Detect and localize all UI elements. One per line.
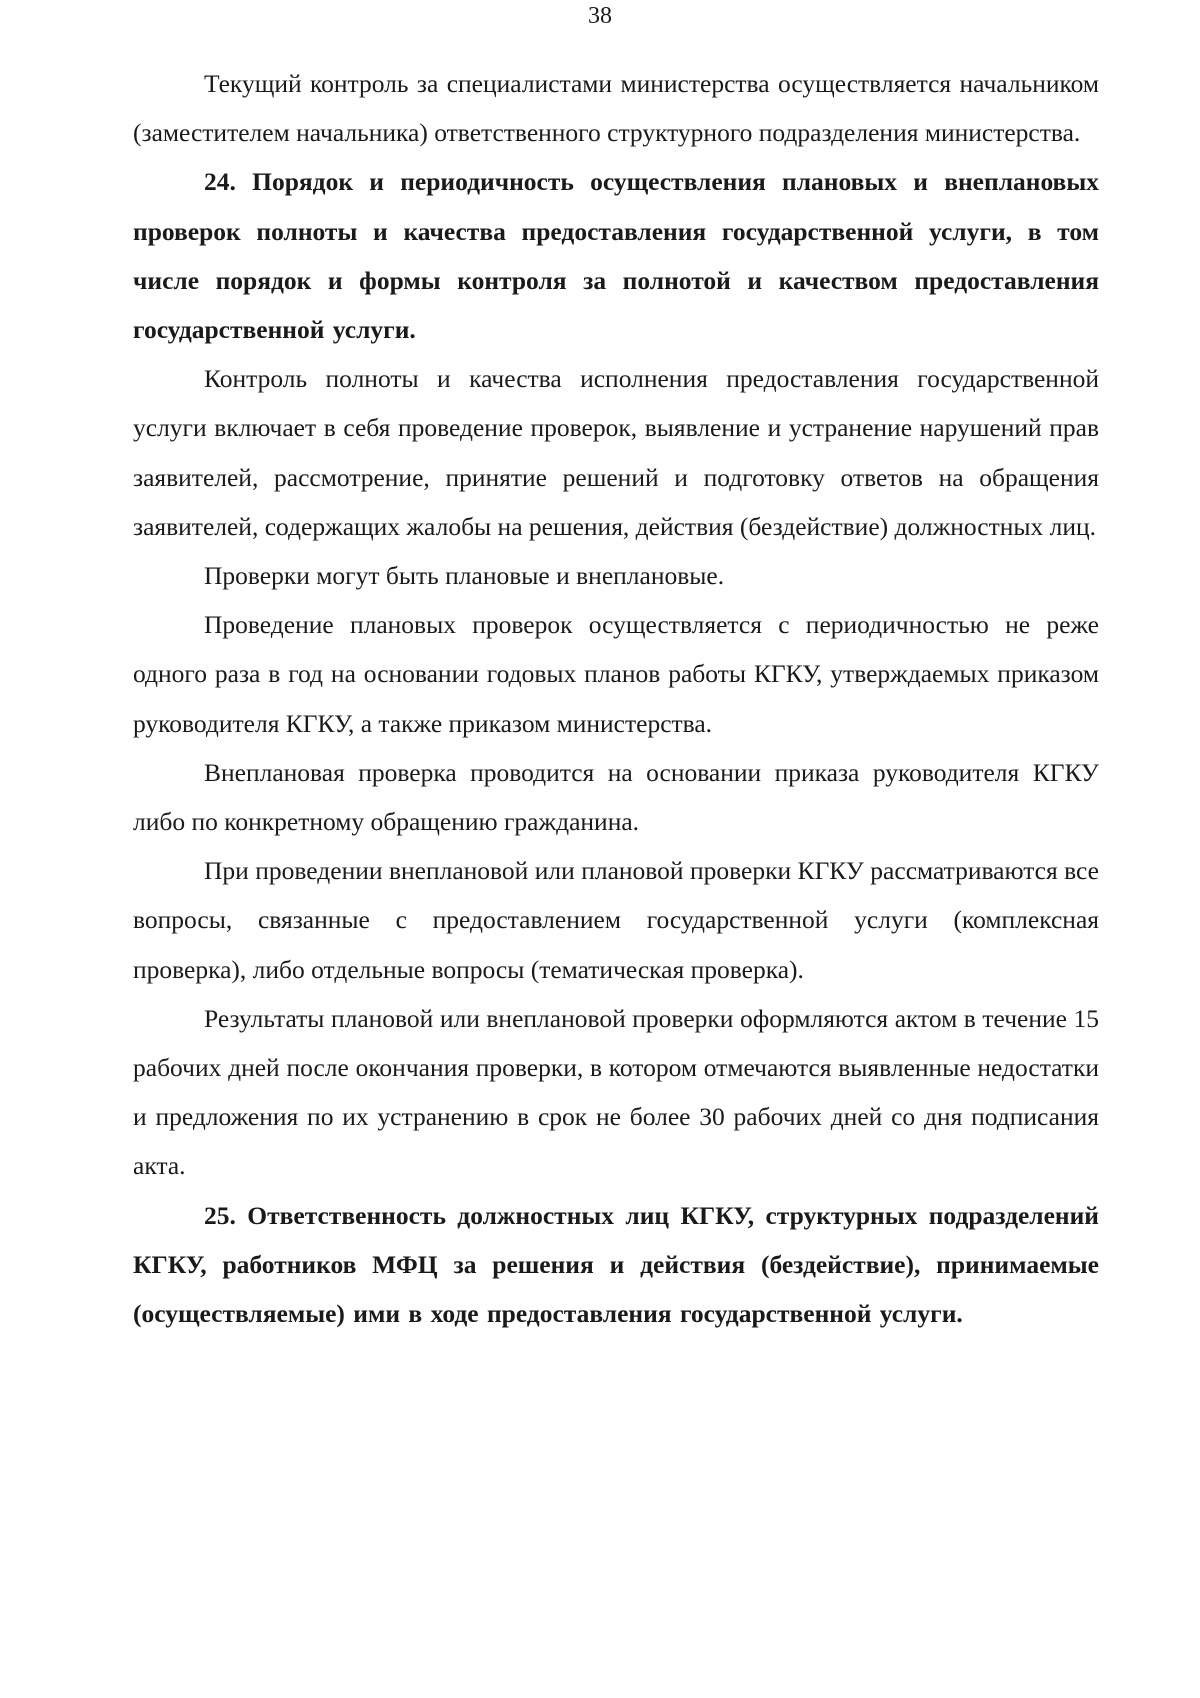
paragraph-planned-inspections: Проведение плановых проверок осуществляется с периодичностью не реже одного раза в год на основании годовых планов работы КГКУ, утверждаемых приказом руководителя КГКУ, а также приказом министерства. <box>133 610 1099 738</box>
paragraph-unplanned-inspection: Внеплановая проверка проводится на основании приказа руководителя КГКУ либо по конкретному обращению гражданина. <box>133 757 1099 837</box>
paragraph-inspection-results: Результаты плановой или внеплановой проверки оформляются актом в течение 15 рабочих дней после окончания проверки, в котором отмечаются выявленные недостатки и предложения по их устранению в срок не более 30 рабочих дней со дня подписания акта. <box>133 1003 1099 1181</box>
document-body <box>133 59 1099 1338</box>
paragraph-control-scope: Контроль полноты и качества исполнения предоставления государственной услуги включает в себя проведение проверок, выявление и устранение нарушений прав заявителей, рассмотрение, принятие решений и подготовку ответов на обращения заявителей, содержащих жалобы на решения, действия (бездействие) должностных лиц. <box>133 364 1099 541</box>
paragraph-current-control: Текущий контроль за специалистами министерства осуществляется начальником (заместителем начальника) ответственного структурного подразделения министерства. <box>133 69 1099 148</box>
section-heading-24: 24. Порядок и периодичность осуществления плановых и внеплановых проверок полноты и качества предоставления государственной услуги, в том числе порядок и формы контроля за полнотой и качеством предоставления государственной услуги. <box>133 167 1099 345</box>
paragraph-inspection-questions: При проведении внеплановой или плановой проверки КГКУ рассматриваются все вопросы, связанные с предоставлением государственной услуги (комплексная проверка), либо отдельные вопросы (тематическая проверка). <box>133 856 1099 984</box>
paragraph-inspection-types: Проверки могут быть плановые и внеплановые. <box>204 561 725 591</box>
section-heading-25: 25. Ответственность должностных лиц КГКУ, структурных подразделений КГКУ, работников МФЦ за решения и действия (бездействие), принимаемые (осуществляемые) ими в ходе предоставления государственной услуги. <box>133 1200 1099 1329</box>
page-number: 38 <box>588 3 612 29</box>
